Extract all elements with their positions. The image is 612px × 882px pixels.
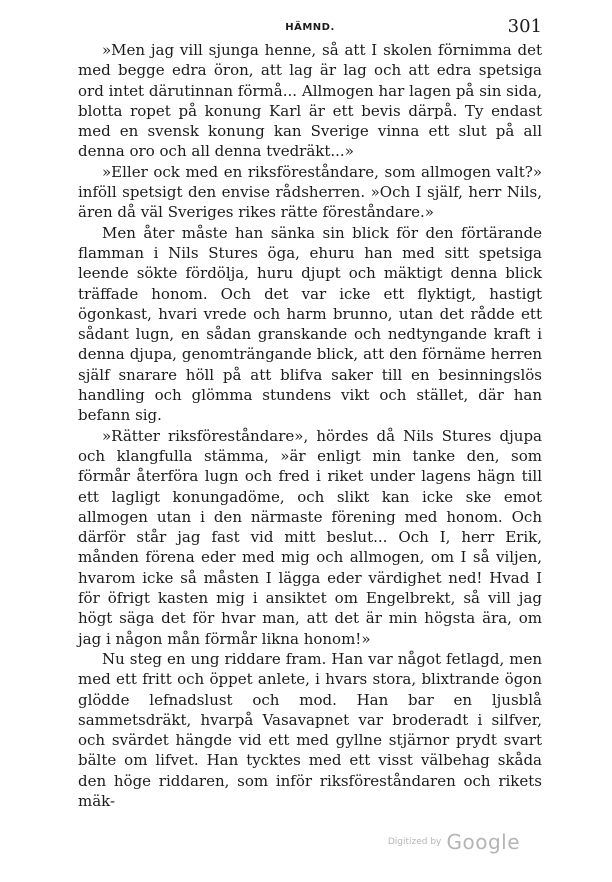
page-header [78,16,542,38]
text-body [78,40,542,811]
paragraph: Men åter måste han sänka sin blick för den förtärande flamman i Nils Stures öga, ehuru han med sitt spetsiga leende sökte fördölja, huru djupt och mäktigt denna blick träffade honom. Och det var icke ett flyktigt, hastigt ögonkast, hvari vrede och harm brunno, utan det rådde ett sådant lugn, en sådan granskande och nedtyngande kraft i denna djupa, genomträngande blick, att den förnäme herren själf snarare höll på att blifva saker till en besinningslös handling och glömma stundens vikt och stället, där han befann sig. [78,223,542,425]
paragraph: Nu steg en ung riddare fram. Han var något fetlagd, men med ett fritt och öppet anlete, i hvars stora, blixtrande ögon glödde lefnadslust och mod. Han bar en ljusblå sammetsdräkt, hvarpå Vasavapnet var broderadt i silfver, och svärdet hängde vid ett med gyllne stjärnor prydt svart bälte om lifvet. Han tycktes med ett visst välbehag skåda den höge riddaren, som inför riksföreståndaren och rikets mäk- [78,649,542,810]
running-title: HÄMND. [285,22,335,33]
watermark-brand: Google [446,830,520,854]
watermark-prefix: Digitized by [387,837,442,847]
digitized-watermark [388,830,520,854]
paragraph: »Eller ock med en riksföreståndare, som allmogen valt?» inföll spetsigt den envise rådsherren. »Och I själf, herr Nils, ären då väl Sveriges rikes rätte föreståndare.» [78,162,542,222]
paragraph: »Men jag vill sjunga henne, så att I skolen förnimma det med begge edra öron, att lag är lag och att edra spetsiga ord intet därutinnan förmå... Allmogen har lagen på sin sida, blotta ropet på konung Karl är ett bevis därpå. Ty endast med en svensk konung kan Sverige vinna ett slut på all denna oro och all denna tvedräkt...» [78,41,542,161]
page-number: 301 [507,16,542,37]
paragraph: »Rätter riksföreståndare», hördes då Nils Stures djupa och klangfulla stämma, »är enligt min tanke den, som förmår återföra lugn och fred i riket under lagens hägn till ett lagligt konungadöme, och slikt kan icke ske emot allmogen utan i den närmaste förening med honom. Och därför står jag fast vid mitt beslut... Och I, herr Erik, månden förena eder med mig och allmogen, om I så viljen, hvarom icke så måsten I lägga eder värdighet ned! Hvad I för öfrigt kasten mig i ansiktet om Engelbrekt, så vill jag högt säga det för hvar man, att det är min högsta ära, om jag i någon mån förmår likna honom!» [78,426,542,648]
